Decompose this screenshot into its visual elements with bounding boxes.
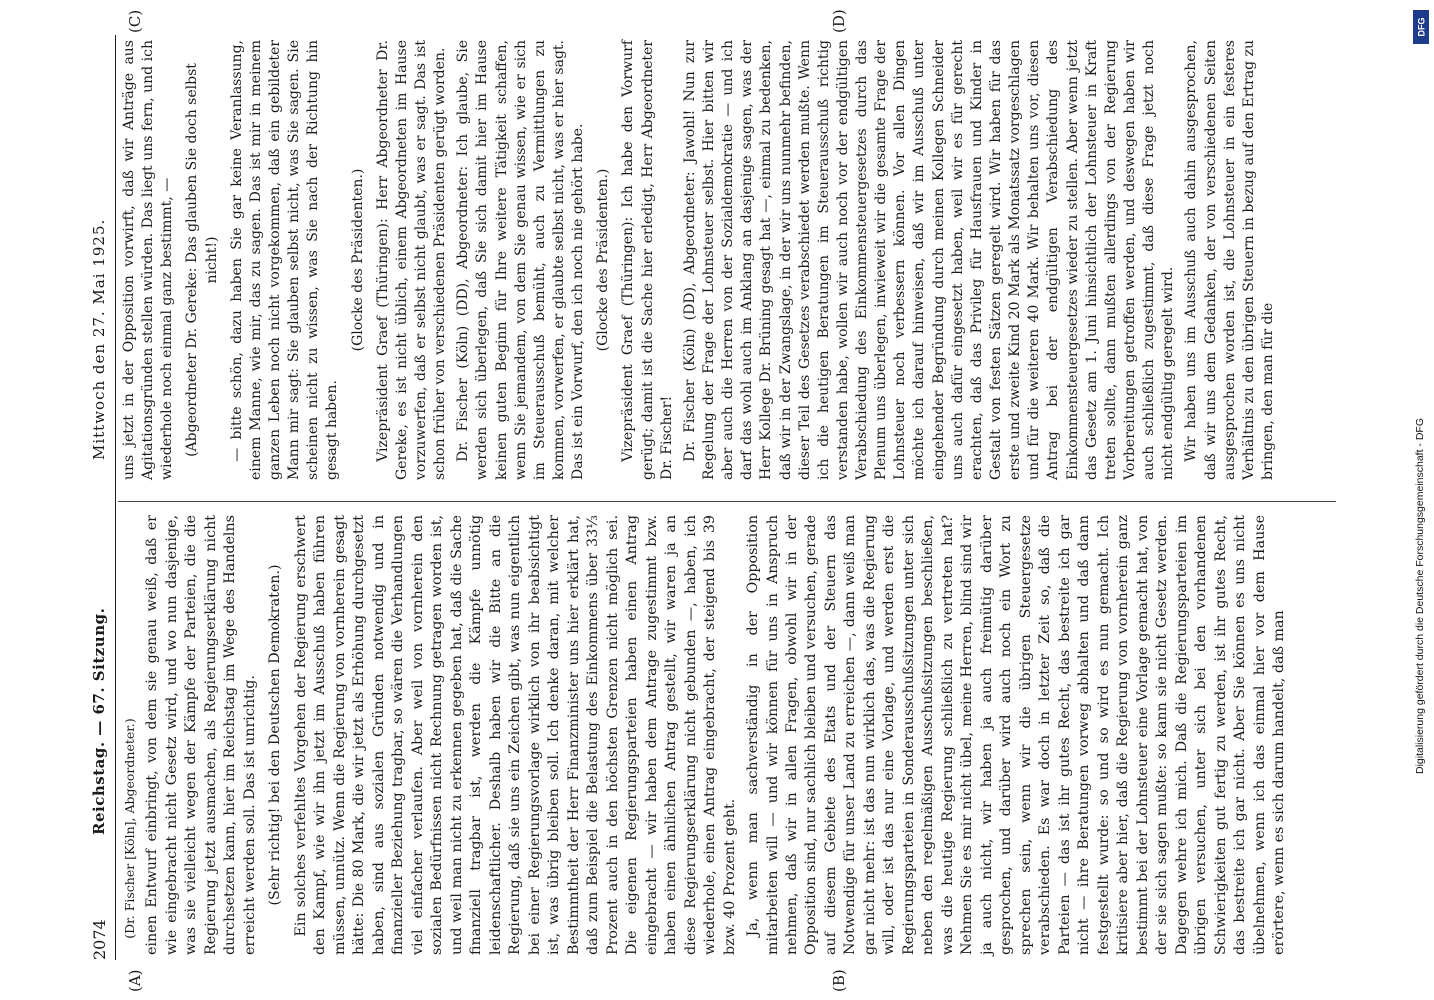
- dfg-logo-text: DFG: [1416, 17, 1426, 37]
- dfg-funding-note: [1411, 4, 1431, 984]
- header-left-title: Reichstag. — 67. Sitzung.: [90, 607, 108, 835]
- paragraph: Ja, wenn man sachverständig in der Opposition mitarbeiten will — und wir können für uns in Anspruch nehmen, daß wir in allen Fragen, obwohl wir in der Opposition sind, nur sachlich bleiben und versuchen, gerade auf diesem Gebiete des Etats und der Steuern das Notwendige für unser Land zu erreichen —, dann weiß man gar nicht mehr: ist das nun wirklich das, was die Regierung will, oder ist das nur eine Vorlage, und werden erst die Regierungsparteien in Sonderausschußsitzungen unter sich neben den regelmäßigen Ausschußsitzungen beschließen, was die heutige Regierung schließlich zu vertreten hat? Nehmen Sie es mir nicht übel, meine Herren, blind sind wir ja auch nicht, wir haben ja auch freimütig darüber gesprochen, und darüber wird auch noch ein Wort zu sprechen sein, wenn wir die übrigen Steuergesetze verabschieden. Es war doch in letzter Zeit so, daß die Parteien — das ist ihr gutes Recht, das bestreite ich gar nicht — ihre Beratungen vorweg abhalten und daß dann festgestellt wurde: so und so wird es nun gemacht. Ich kritisiere aber hier, daß die Regierung von vornherein ganz bestimmt bei der Lohnsteuer eine Vorlage gemacht hat, von der sie sich sagen mußte: so kann sie nicht Gesetz werden. Dagegen wehre ich mich. Daß die Regierungsparteien im übrigen versuchen, unter sich bei den vorhandenen Schwierigkeiten gut fertig zu werden, ist ihr gutes Recht, das bestreite ich gar nicht. Aber Sie können es uns nicht übelnehmen, wenn ich das einmal hier vor dem Hause erörtere, wenn es sich darum handelt, daß man: [745, 515, 1288, 955]
- paragraph: Dr. Fischer (Köln) (DD), Abgeordneter: Jawohl! Nun zur Regelung der Frage der Lohnsteuer selbst. Hier bitten wir aber auch die Herren von der Sozialdemokratie — und ich darf das wohl auch im Anklang an dasjenige sagen, was der Herr Kollege Dr. Brüning gesagt hat —, einmal zu bedenken, daß wir in der Zwangslage, in der wir uns nunmehr befinden, dieser Teil des Gesetzes verabschiedet werden mußte. Wenn ich die heutigen Beratungen im Steuerausschuß richtig verstanden habe, wollen wir auch noch vor der endgültigen Verabschiedung des Einkommensteuergesetzes durch das Plenum uns überlegen, inwieweit wir die gesamte Frage der Lohnsteuer noch verbessern können. Vor allen Dingen möchte ich darauf hinweisen, daß wir im Ausschuß unter eingehender Begründung durch meinen Kollegen Schneider uns auch dafür eingesetzt haben, weil wir es für gerecht erachten, daß das Privileg für Hausfrauen und Kinder in Gestalt von festen Sätzen geregelt wird. Wir haben für das erste und zweite Kind 20 Mark als Monatssatz vorgeschlagen und für die weiteren 40 Mark. Wir behalten uns vor, diesen Antrag bei der endgültigen Verabschiedung des Einkommensteuergesetzes wieder zu stellen. Aber wenn jetzt das Gesetz am 1. Juni hinsichtlich der Lohnsteuer in Kraft treten sollte, dann mußten allerdings von der Regierung Vorbereitungen getroffen werden, und deswegen haben wir auch schließlich zugestimmt, daß diese Frage jetzt noch nicht endgültig geregelt wird.: [681, 40, 1177, 480]
- paragraph: Ein solches verfehltes Vorgehen der Regierung erschwert den Kampf, wie wir ihn jetzt im Ausschuß haben führen müssen, unnütz. Wenn die Regierung von vornherein gesagt hätte: Die 80 Mark, die wir jetzt als Erhöhung durchgesetzt haben, sind aus sozialen Gründen notwendig und in finanzieller Beziehung tragbar, so wären die Verhandlungen viel einfacher verlaufen. Aber weil von vornherein den sozialen Bedürfnissen nicht Rechnung getragen worden ist, und weil man nicht zu erkennen gegeben hat, daß die Sache finanziell tragbar ist, werden die Kämpfe unnötig leidenschaftlicher. Deshalb haben wir die Bitte an die Regierung, daß sie uns ein Zeichen gibt, was nun eigentlich bei einer Regierungsvorlage wirklich von ihr beabsichtigt ist, was übrig bleiben soll. Ich denke daran, mit welcher Bestimmtheit der Herr Finanzminister uns hier erklärt hat, daß zum Beispiel die Belastung des Einkommens über 33⅓ Prozent auch in den höchsten Grenzen nicht möglich sei. Die eigenen Regierungsparteien haben einen Antrag eingebracht — wir haben dem Antrage zugestimmt bzw. haben einen ähnlichen Antrag gestellt, wir waren ja an diese Regierungserklärung nicht gebunden —, haben, ich wiederhole, einen Antrag eingebracht, der steigend bis 39 bzw. 40 Prozent geht.: [292, 515, 738, 955]
- right-text-column: [120, 40, 1282, 480]
- interjection: (Abgeordneter Dr. Gereke: Das glauben Sie doch selbst nicht!): [184, 63, 220, 457]
- left-text-column: [120, 515, 1294, 955]
- paragraph: Vizepräsident Graef (Thüringen): Herr Abgeordneter Dr. Gereke, es ist nicht üblich, einem Abgeordneten im Hause vorzuwerfen, daß er selbst nicht glaubt, was er sagt. Das ist schon früher von verschiedenen Präsidenten gerügt worden.: [374, 40, 449, 480]
- paragraph: Wir haben uns im Ausschuß auch dahin ausgesprochen, daß wir uns dem Gedanken, der von verschiedenen Seiten ausgesprochen worden ist, die Lohnsteuer in ein festeres Verhältnis zu den übrigen Steuern in bezug auf den Ertrag zu bringen, den man für die: [1183, 40, 1277, 480]
- paragraph: Vizepräsident Graef (Thüringen): Ich habe den Vorwurf gerügt; damit ist die Sache hier erledigt, Herr Abgeordneter Dr. Fischer!: [620, 40, 675, 480]
- interjection: (Sehr richtig! bei den Deutschen Demokraten.): [267, 564, 284, 906]
- speaker-note: (Dr. Fischer [Köln], Abgeordneter.): [122, 718, 137, 939]
- page-number: 2074: [90, 919, 109, 960]
- interjection: (Glocke des Präsidenten.): [349, 168, 366, 352]
- paragraph: Dr. Fischer (Köln) (DD), Abgeordneter: Ich glaube, Sie werden sich überlegen, daß Sie sich damit hier im Hause keinen guten Beginn für Ihre weitere Tätigkeit schaffen, wenn Sie jemandem, von dem Sie genau wissen, wie er sich im Steuerausschuß bemüht, auch zu Vermittlungen zu kommen, vorwerfen, er glaubte selbst nicht, was er hier sagt. Das ist ein Vorwurf, den ich noch nie gehört habe.: [455, 40, 587, 480]
- dfg-note-text: Digitalisierung gefördert durch die Deutsche Forschungsgemeinschaft - DFG: [1414, 417, 1426, 774]
- margin-mark-b: (B): [830, 969, 848, 992]
- paragraph: einen Entwurf einbringt, von dem sie genau weiß, daß er wie eingebracht nicht Gesetz wird, und wo nun dasjenige, was sie vielleicht wegen der Kämpfe der Parteien, die die Regierung jetzt ausmachen, als Regierungserklärung nicht durchsetzen kann, hier im Reichstag im Wege des Handelns erreicht werden soll. Das ist unrichtig.: [144, 515, 258, 955]
- interjection: (Glocke des Präsidenten.): [595, 168, 612, 352]
- paragraph: — bitte schön, dazu haben Sie gar keine Veranlassung, einem Manne, wie mir, das zu sagen. Das ist mir in meinem ganzen Leben noch nicht vorgekommen, daß ein gebildeter Mann mir sagt: Sie glauben selbst nicht, was Sie sagen. Sie scheinen nicht zu wissen, was Sie nach der Richtung hin gesagt haben.: [228, 40, 341, 480]
- margin-mark-d: (D): [830, 9, 848, 33]
- header-right-title: Mittwoch den 27. Mai 1925.: [90, 218, 108, 460]
- margin-mark-a: (A): [126, 969, 144, 992]
- paragraph: uns jetzt in der Opposition vorwirft, daß wir Anträge aus Agitationsgründen stellen würden. Das liegt uns fern, und ich wiederhole noch einmal ganz bestimmt, —: [121, 40, 176, 480]
- margin-mark-c: (C): [126, 9, 144, 33]
- dfg-logo: [1413, 10, 1429, 44]
- header-rule: [115, 35, 116, 960]
- page-header: [88, 40, 112, 960]
- column-divider: [118, 501, 1336, 502]
